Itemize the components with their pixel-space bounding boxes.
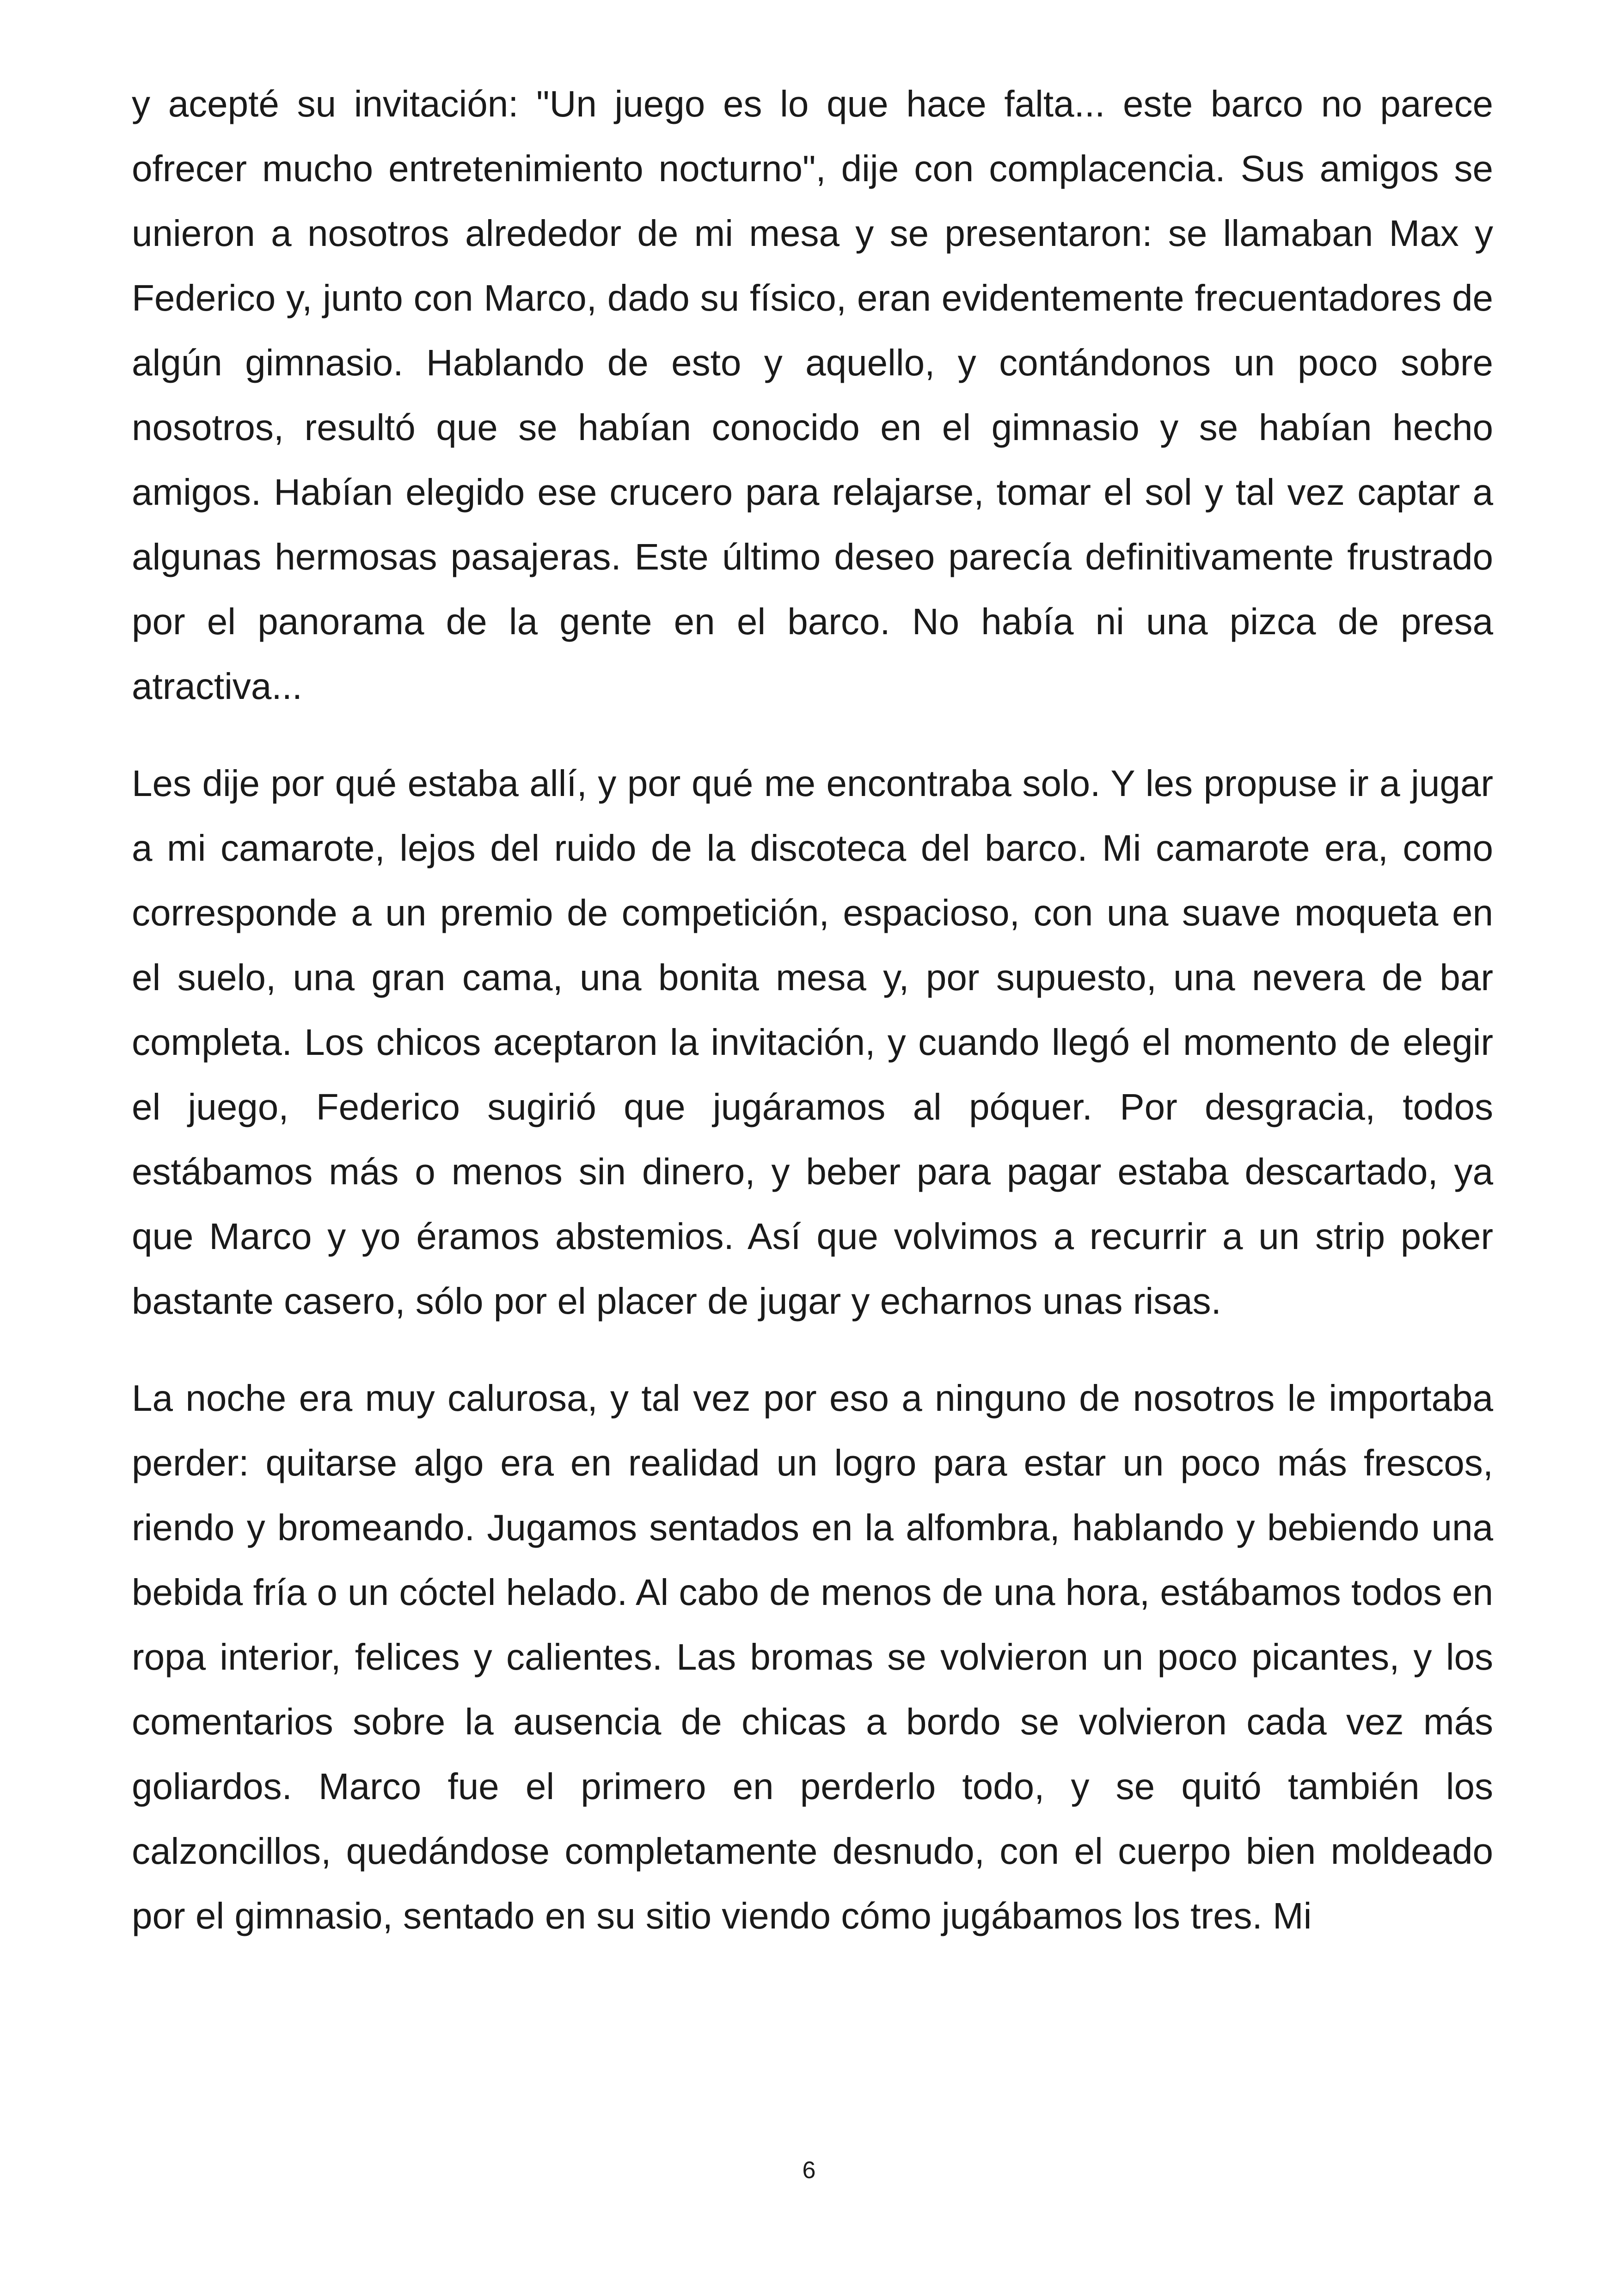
paragraph-3: La noche era muy calurosa, y tal vez por eso a ninguno de nosotros le importaba perder: quitarse algo era en realidad un logro para estar un poco más frescos, riendo y bromeando. Jugamos sentados en la alfombra, hablando y bebiendo una bebida fría o un cóctel helado. Al cabo de menos de una hora, estábamos todos en ropa interior, felices y calientes. Las bromas se volvieron un poco picantes, y los comentarios sobre la ausencia de chicas a bordo se volvieron cada vez más goliardos. Marco fue el primero en perderlo todo, y se quitó también los calzoncillos, quedándose completamente desnudo, con el cuerpo bien moldeado por el gimnasio, sentado en su sitio viendo cómo jugábamos los tres. Mi bbox=[132, 1378, 1493, 1936]
page-number: 6 bbox=[802, 2157, 816, 2184]
body-text bbox=[132, 72, 1493, 1981]
paragraph-1: y acepté su invitación: "Un juego es lo que hace falta... este barco no parece ofrecer mucho entretenimiento nocturno", dije con complacencia. Sus amigos se unieron a nosotros alrededor de mi mesa y se presentaron: se llamaban Max y Federico y, junto con Marco, dado su físico, eran evidentemente frecuentadores de algún gimnasio. Hablando de esto y aquello, y contándonos un poco sobre nosotros, resultó que se habían conocido en el gimnasio y se habían hecho amigos. Habían elegido ese crucero para relajarse, tomar el sol y tal vez captar a algunas hermosas pasajeras. Este último deseo parecía definitivamente frustrado por el panorama de la gente en el barco. No había ni una pizca de presa atractiva... bbox=[132, 83, 1493, 707]
paragraph-2: Les dije por qué estaba allí, y por qué me encontraba solo. Y les propuse ir a jugar a mi camarote, lejos del ruido de la discoteca del barco. Mi camarote era, como corresponde a un premio de competición, espacioso, con una suave moqueta en el suelo, una gran cama, una bonita mesa y, por supuesto, una nevera de bar completa. Los chicos aceptaron la invitación, y cuando llegó el momento de elegir el juego, Federico sugirió que jugáramos al póquer. Por desgracia, todos estábamos más o menos sin dinero, y beber para pagar estaba descartado, ya que Marco y yo éramos abstemios. Así que volvimos a recurrir a un strip poker bastante casero, sólo por el placer de jugar y echarnos unas risas. bbox=[132, 763, 1493, 1322]
